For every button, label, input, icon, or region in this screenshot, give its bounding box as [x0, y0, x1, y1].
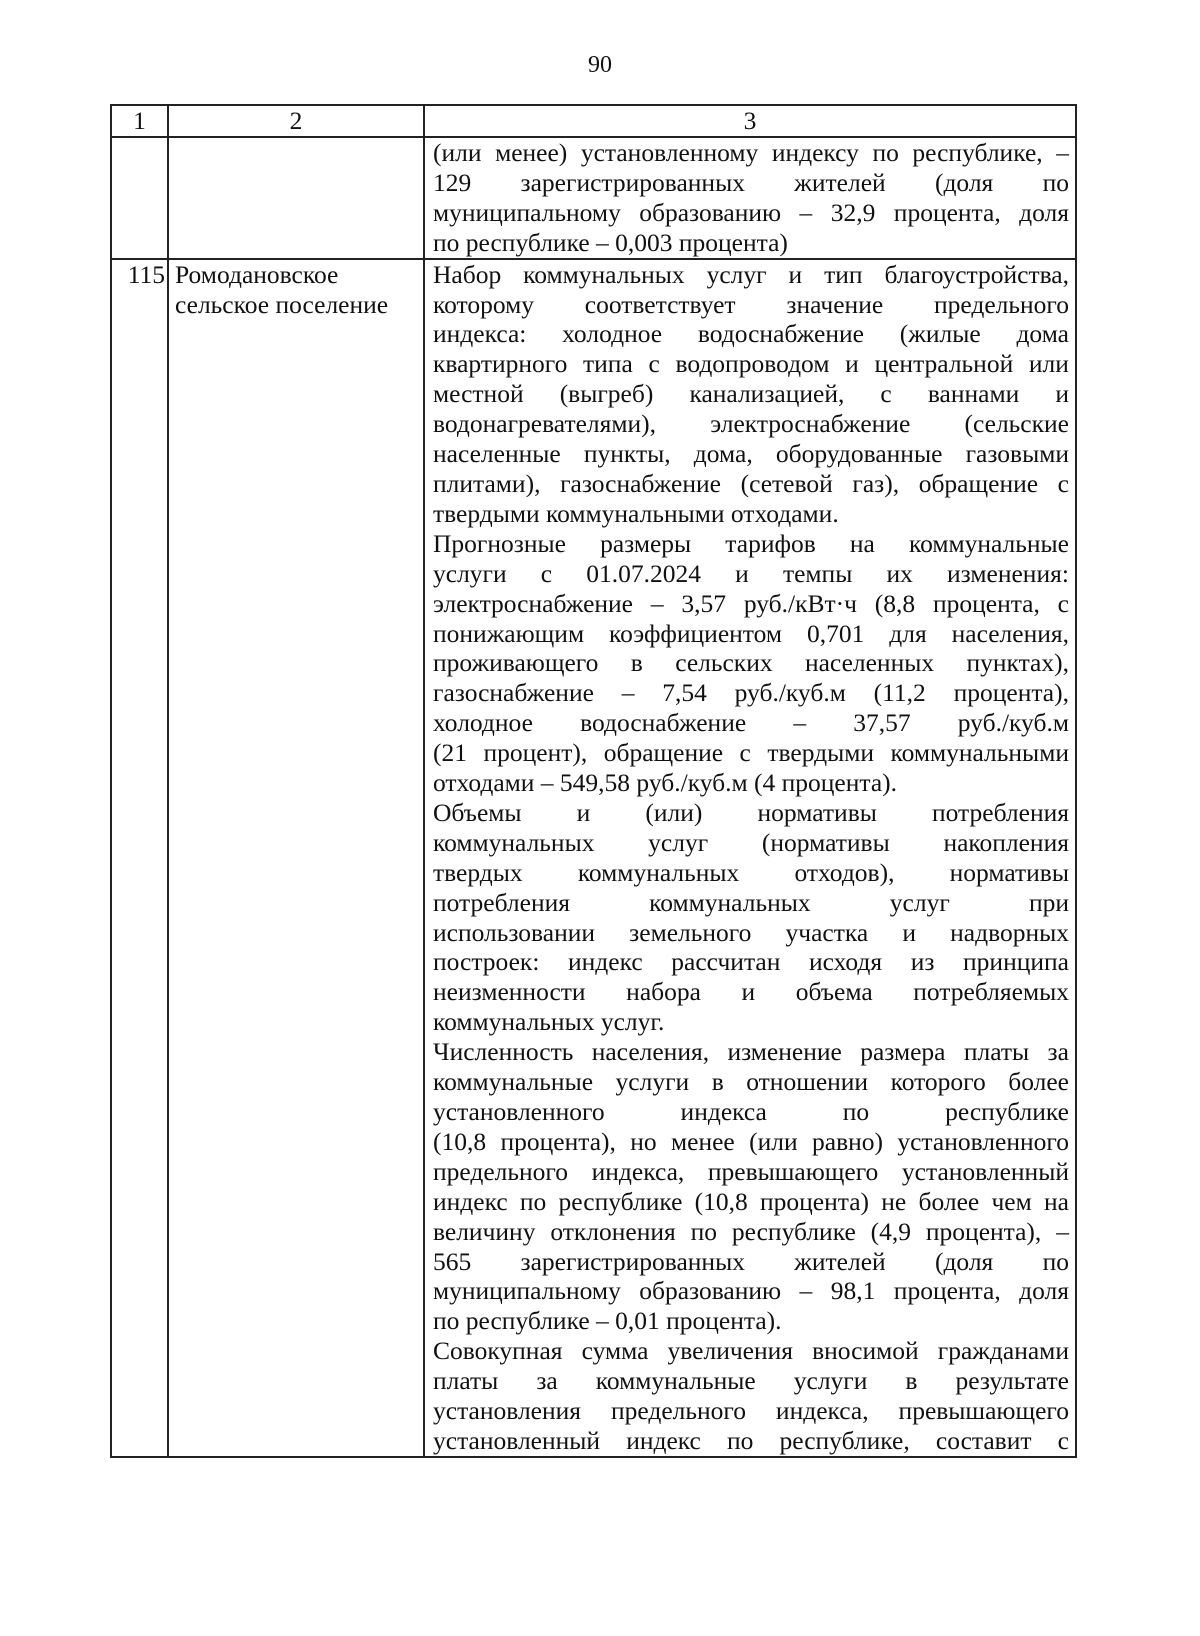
- text-line: населенные пункты, дома, оборудованные газовыми: [433, 439, 1069, 469]
- page-number: 90: [588, 52, 612, 78]
- text-line: понижающим коэффициентом 0,701 для населения,: [433, 618, 1069, 648]
- text-line: водонагревателями), электроснабжение (сельские: [433, 409, 1069, 439]
- paragraph-total-amount: [433, 1336, 1069, 1456]
- text-line: Набор коммунальных услуг и тип благоустройства,: [433, 259, 1069, 289]
- text-line: услуги с 01.07.2024 и темпы их изменения:: [433, 558, 1069, 588]
- table-row-115: [111, 259, 1076, 1457]
- municipality-name-cell: [168, 259, 424, 1457]
- text-line: электроснабжение – 3,57 руб./кВт·ч (8,8 процента, с: [433, 588, 1069, 618]
- text-line: коммунальных услуг.: [433, 1007, 665, 1037]
- continuation-name-cell: [168, 137, 424, 259]
- text-line: (10,8 процента), но менее (или равно) установленного: [433, 1126, 1069, 1156]
- column-header-2: 2: [168, 105, 424, 137]
- text-line: (или менее) установленному индексу по республике, –: [433, 138, 1069, 167]
- text-line: потребления коммунальных услуг при: [433, 887, 1069, 917]
- text-line: установленного индекса по республике: [433, 1097, 1069, 1126]
- text-line: 129 зарегистрированных жителей (доля по: [433, 167, 1069, 197]
- text-line: твердыми коммунальными отходами.: [433, 498, 839, 528]
- text-line: платы за коммунальные услуги в результате: [433, 1366, 1069, 1396]
- text-line: величину отклонения по республике (4,9 процента), –: [433, 1216, 1069, 1246]
- text-line: муниципальному образованию – 98,1 процента, доля: [433, 1276, 1069, 1306]
- text-line: отходами – 549,58 руб./куб.м (4 процента).: [433, 768, 898, 798]
- text-line: использовании земельного участка и надворных: [433, 917, 1069, 947]
- paragraph-consumption-norms: [433, 798, 1069, 1037]
- municipality-name: [175, 260, 419, 320]
- row-number-cell: 115: [111, 259, 168, 1457]
- text-line: плитами), газоснабжение (сетевой газ), обращение с: [433, 468, 1069, 498]
- text-line: сельское поселение: [175, 289, 389, 319]
- text-line: (21 процент), обращение с твердыми коммунальными: [433, 738, 1069, 768]
- text-line: холодное водоснабжение – 37,57 руб./куб.м: [433, 708, 1069, 738]
- paragraph-utilities-set: [433, 260, 1069, 529]
- column-header-1: 1: [111, 105, 168, 137]
- continuation-paragraph: [433, 138, 1069, 258]
- text-line: муниципальному образованию – 32,9 процента, доля: [433, 197, 1069, 227]
- text-line: коммунальные услуги в отношении которого более: [433, 1067, 1069, 1097]
- text-line: местной (выгреб) канализацией, с ваннами и: [433, 379, 1069, 409]
- text-line: Численность населения, изменение размера платы за: [433, 1037, 1069, 1067]
- text-line: газоснабжение – 7,54 руб./куб.м (11,2 процента),: [433, 678, 1069, 708]
- text-line: твердых коммунальных отходов), нормативы: [433, 857, 1069, 887]
- text-line: которому соответствует значение предельного: [433, 289, 1069, 319]
- continuation-number-cell: [111, 137, 168, 259]
- paragraph-tariffs: [433, 529, 1069, 798]
- column-header-3: 3: [424, 105, 1076, 137]
- tariff-table: [110, 104, 1077, 1458]
- text-line: коммунальных услуг (нормативы накопления: [433, 827, 1069, 857]
- text-line: 565 зарегистрированных жителей (доля по: [433, 1246, 1069, 1276]
- text-line: индекса: холодное водоснабжение (жилые дома: [433, 319, 1069, 349]
- text-line: Прогнозные размеры тарифов на коммунальные: [433, 528, 1069, 558]
- text-line: проживающего в сельских населенных пунктах),: [433, 648, 1069, 678]
- table-header-row: [111, 105, 1076, 137]
- text-line: установленный индекс по республике, составит с: [433, 1425, 1069, 1455]
- text-line: квартирного типа с водопроводом и центральной или: [433, 349, 1069, 379]
- continuation-content-cell: [424, 137, 1076, 259]
- text-line: предельного индекса, превышающего установленный: [433, 1156, 1069, 1186]
- text-line: Совокупная сумма увеличения вносимой гражданами: [433, 1336, 1069, 1366]
- text-line: неизменности набора и объема потребляемых: [433, 977, 1069, 1007]
- row-content-cell: [424, 259, 1076, 1457]
- text-line: по республике – 0,003 процента): [433, 227, 788, 257]
- text-line: построек: индекс рассчитан исходя из принципа: [433, 947, 1069, 977]
- table-row-continuation: [111, 137, 1076, 259]
- text-line: Ромодановское: [175, 259, 339, 289]
- text-line: установления предельного индекса, превышающего: [433, 1396, 1069, 1426]
- text-line: по республике – 0,01 процента).: [433, 1306, 782, 1336]
- text-line: Объемы и (или) нормативы потребления: [433, 797, 1069, 827]
- paragraph-population: [433, 1037, 1069, 1336]
- text-line: индекс по республике (10,8 процента) не более чем на: [433, 1186, 1069, 1216]
